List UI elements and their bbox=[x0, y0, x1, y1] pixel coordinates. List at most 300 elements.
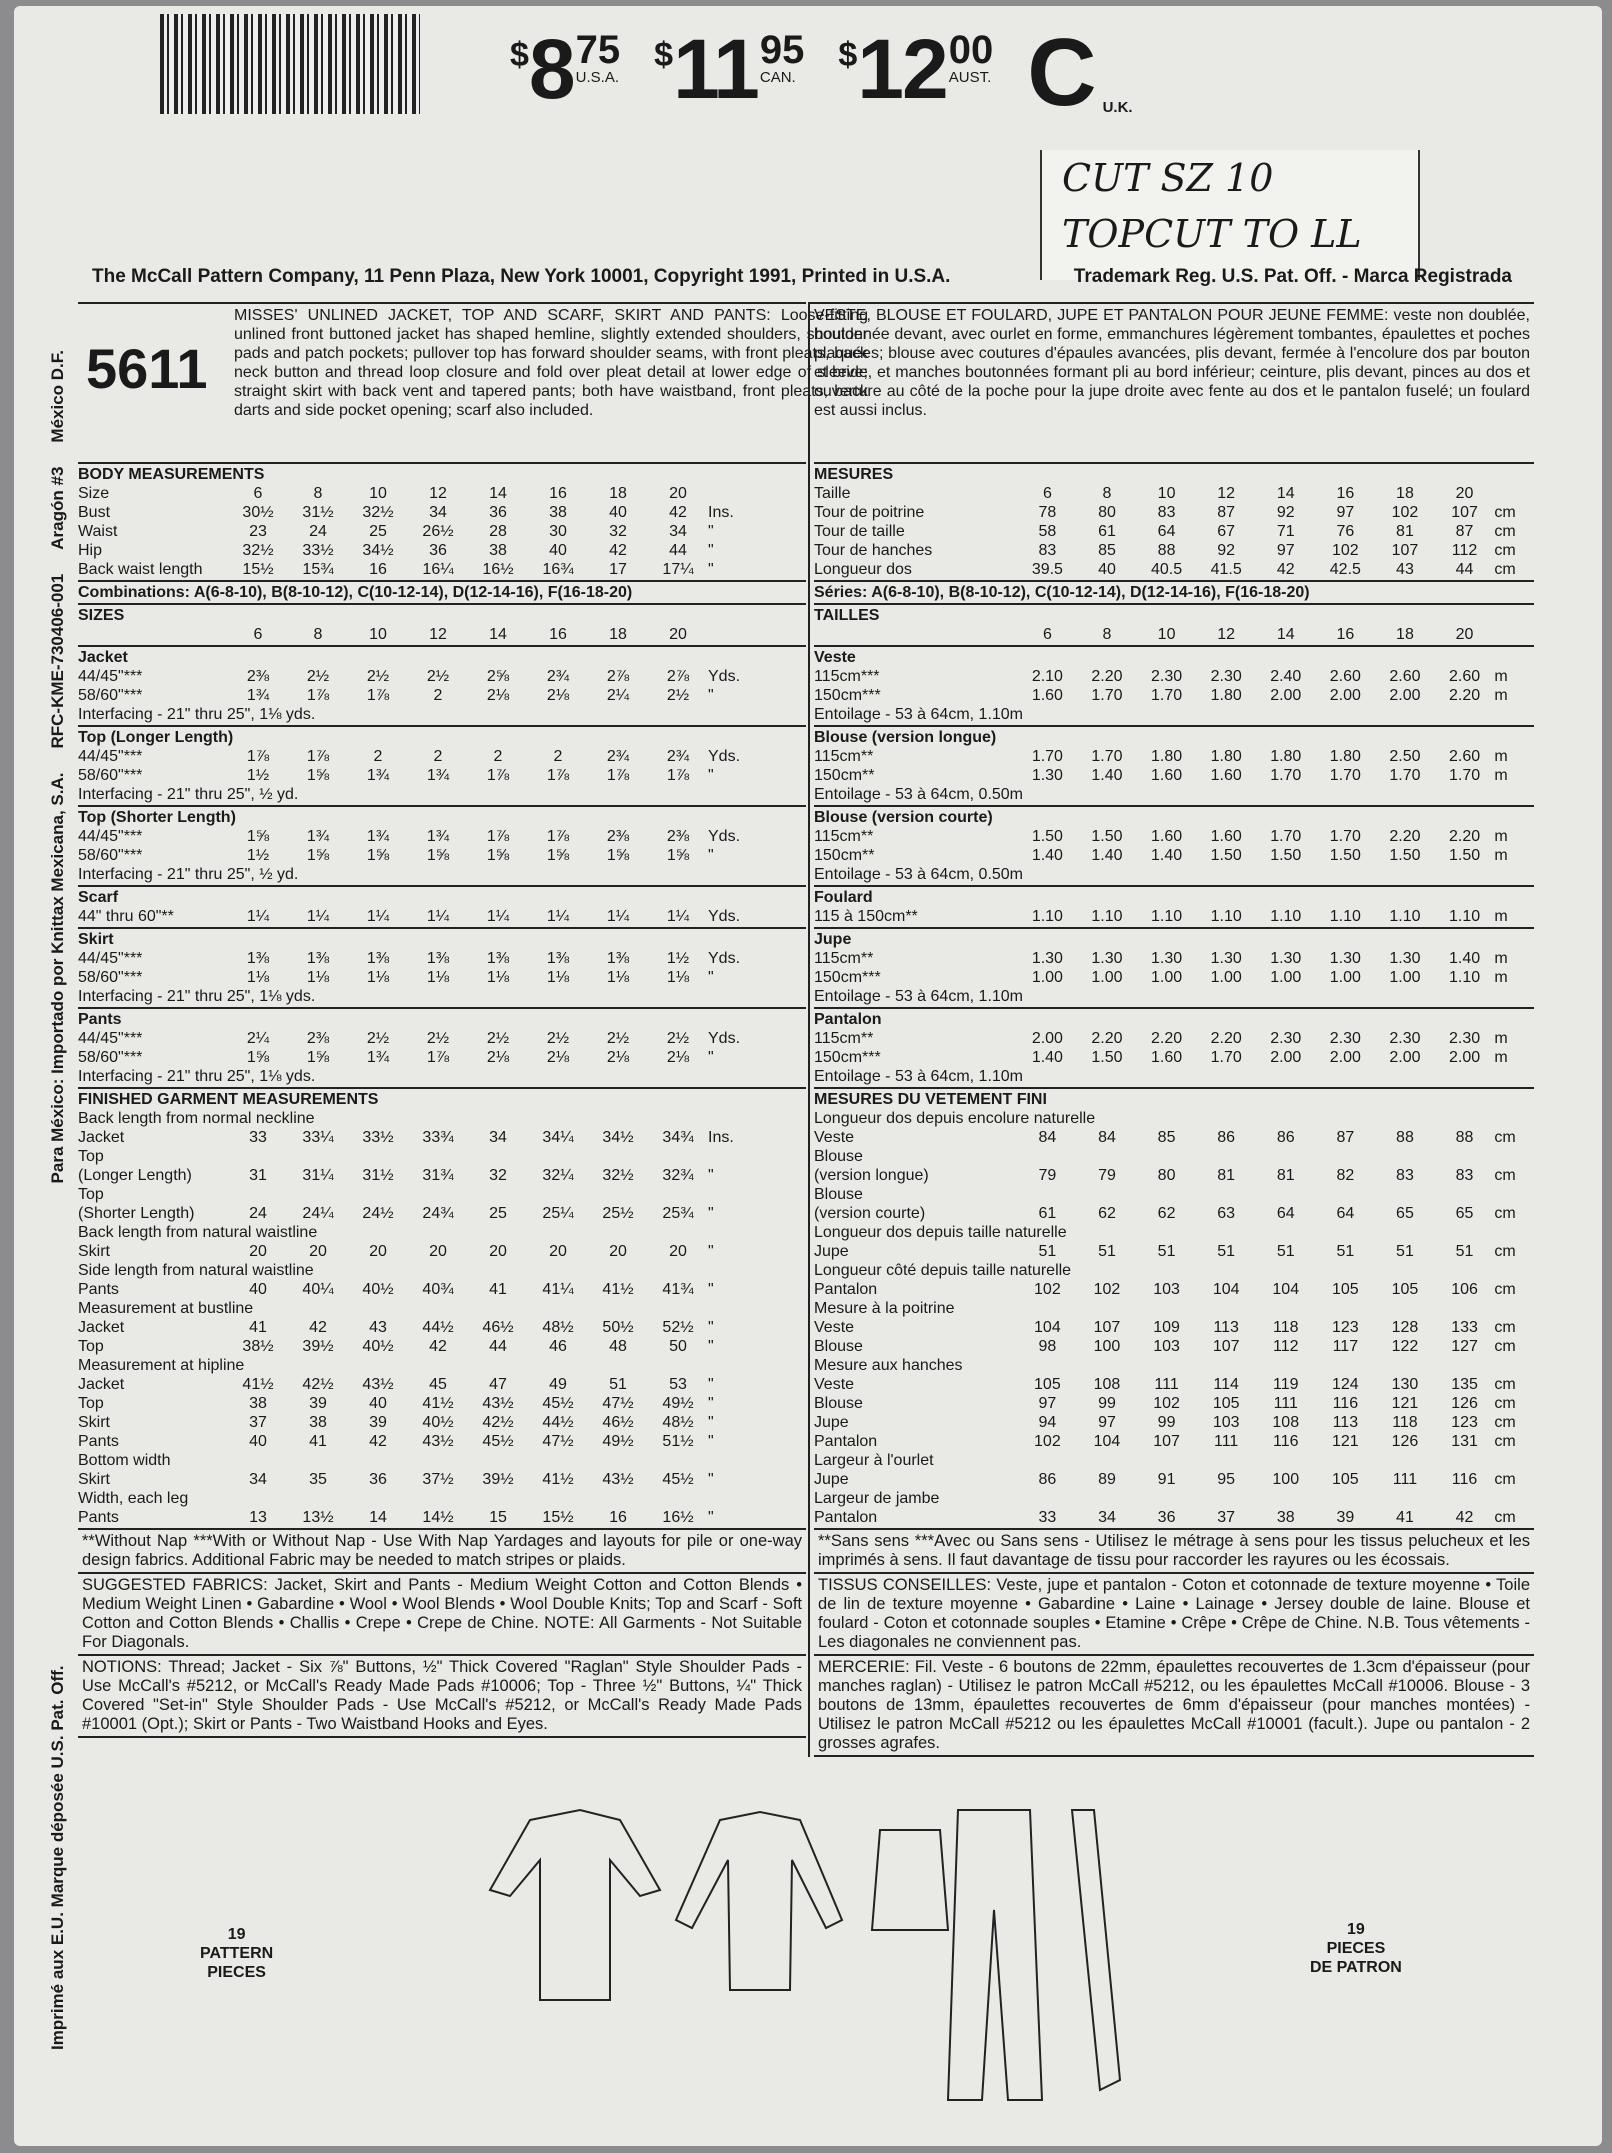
table-row bbox=[814, 1337, 1534, 1356]
table-cell: 2½ bbox=[306, 668, 330, 685]
table-cell: 28 bbox=[489, 523, 507, 540]
table-row bbox=[814, 1109, 1534, 1128]
table-cell: 2⅛ bbox=[546, 1049, 570, 1066]
table-row bbox=[78, 785, 806, 804]
table-row bbox=[78, 1337, 806, 1356]
section-title: Top (Shorter Length) bbox=[78, 809, 236, 826]
table-cell: 88 bbox=[1396, 1129, 1414, 1146]
table-cell: 30 bbox=[549, 523, 567, 540]
row-label: 44/45"*** bbox=[78, 950, 143, 967]
table-cell: 1½ bbox=[246, 767, 270, 784]
unit-cell: cm bbox=[1494, 504, 1516, 521]
row-label: Back length from natural waistline bbox=[78, 1224, 318, 1241]
section-title: Jupe bbox=[814, 931, 852, 948]
row-label: Skirt bbox=[78, 1414, 110, 1431]
table-cell: 111 bbox=[1214, 1433, 1239, 1450]
table-cell: 40 bbox=[249, 1433, 267, 1450]
table-cell: 40 bbox=[369, 1395, 387, 1412]
row-label: 58/60"*** bbox=[78, 847, 143, 864]
row-label bbox=[78, 625, 228, 644]
pieces-label: PIECES bbox=[207, 1964, 266, 1981]
unit-cell: " bbox=[708, 1281, 714, 1298]
table-row bbox=[78, 560, 806, 579]
table-cell: 1⅜ bbox=[246, 950, 270, 967]
row-label: Entoilage - 53 à 64cm, 1.10m bbox=[814, 988, 1024, 1005]
table-cell: 1.40 bbox=[1031, 1049, 1063, 1066]
table-row bbox=[814, 1413, 1534, 1432]
row-label: Longueur dos depuis taille naturelle bbox=[814, 1224, 1067, 1241]
table-cell: 105 bbox=[1034, 1376, 1061, 1393]
table-cell: 1.80 bbox=[1329, 748, 1361, 765]
table-cell: 1⅜ bbox=[546, 950, 570, 967]
measurement-section bbox=[78, 727, 806, 807]
french-panel bbox=[808, 302, 1534, 1757]
table-cell: 1.50 bbox=[1031, 828, 1063, 845]
table-cell: 38½ bbox=[242, 1338, 274, 1355]
section-title: Pantalon bbox=[814, 1011, 882, 1028]
table-cell: 1.50 bbox=[1270, 847, 1302, 864]
table-cell: 2¾ bbox=[606, 748, 630, 765]
table-cell: 16¾ bbox=[542, 561, 574, 578]
table-cell: 123 bbox=[1451, 1414, 1478, 1431]
table-cell: 43 bbox=[1396, 561, 1414, 578]
unit-cell bbox=[708, 625, 748, 644]
table-cell: 100 bbox=[1093, 1338, 1121, 1355]
table-cell: 1⅝ bbox=[486, 847, 510, 864]
table-row bbox=[814, 1394, 1534, 1413]
table-row bbox=[78, 1299, 806, 1318]
table-cell: 1.00 bbox=[1031, 969, 1063, 986]
table-cell: 33¾ bbox=[422, 1129, 454, 1146]
section-title: Veste bbox=[814, 649, 856, 666]
table-cell: 23 bbox=[249, 523, 267, 540]
table-cell: 51 bbox=[609, 1376, 627, 1393]
row-label: Blouse bbox=[814, 1186, 863, 1203]
table-cell: 20 bbox=[429, 1243, 447, 1260]
table-cell: 1.70 bbox=[1329, 828, 1361, 845]
table-cell: 113 bbox=[1332, 1414, 1359, 1431]
table-cell: 119 bbox=[1273, 1376, 1299, 1393]
jacket-drawing bbox=[490, 1810, 660, 2000]
top-drawing bbox=[676, 1812, 842, 1990]
row-label: Pantalon bbox=[814, 1433, 878, 1450]
table-cell: 38 bbox=[549, 504, 567, 521]
row-label: 58/60"*** bbox=[78, 1049, 143, 1066]
table-row bbox=[814, 747, 1534, 766]
table-row bbox=[814, 987, 1534, 1006]
row-label: 44/45"*** bbox=[78, 668, 143, 685]
table-cell: 15½ bbox=[242, 561, 274, 578]
table-cell: 32 bbox=[489, 1167, 507, 1184]
table-cell: 34 bbox=[429, 504, 447, 521]
table-row bbox=[78, 1508, 806, 1527]
table-cell: 1.00 bbox=[1210, 969, 1242, 986]
uk-code: C bbox=[1027, 19, 1097, 126]
table-cell: 1.10 bbox=[1151, 908, 1183, 925]
table-cell: 1.10 bbox=[1031, 908, 1063, 925]
table-cell: 41¾ bbox=[662, 1281, 694, 1298]
section-title: Séries: A(6-8-10), B(8-10-12), C(10-12-14), D(12-14-16), F(16-18-20) bbox=[814, 584, 1310, 601]
row-label: Tour de hanches bbox=[814, 542, 933, 559]
table-cell: 126 bbox=[1391, 1433, 1419, 1450]
table-cell: 6 bbox=[1042, 485, 1052, 502]
table-cell: 67 bbox=[1217, 523, 1236, 540]
table-cell: 127 bbox=[1451, 1338, 1478, 1355]
table-row bbox=[814, 1185, 1534, 1204]
table-cell: 118 bbox=[1273, 1319, 1299, 1336]
row-label: Back waist length bbox=[78, 561, 203, 578]
unit-cell: m bbox=[1494, 1049, 1508, 1066]
table-cell: 2¼ bbox=[246, 1030, 270, 1047]
table-cell: 1.50 bbox=[1329, 847, 1361, 864]
company-text: The McCall Pattern Company, 11 Penn Plaza, New York 10001, Copyright 1991, Printed in U.S.A. bbox=[92, 266, 951, 287]
price-tag bbox=[654, 22, 805, 116]
table-cell: 1.70 bbox=[1091, 748, 1123, 765]
measurement-section bbox=[814, 727, 1534, 807]
table-cell: 2.20 bbox=[1448, 828, 1481, 845]
table-cell: 1¼ bbox=[606, 908, 630, 925]
table-cell: 42 bbox=[429, 1338, 447, 1355]
table-cell: 1.40 bbox=[1091, 847, 1123, 864]
table-row bbox=[814, 667, 1534, 686]
table-cell: 1.60 bbox=[1210, 767, 1242, 784]
table-cell: 34¾ bbox=[662, 1129, 694, 1146]
price-minor-block bbox=[949, 30, 994, 85]
table-row bbox=[814, 846, 1534, 865]
table-row bbox=[814, 1318, 1534, 1337]
table-cell: 1¼ bbox=[246, 908, 270, 925]
row-label: 150cm*** bbox=[814, 687, 881, 704]
table-row bbox=[78, 1318, 806, 1337]
unit-cell: m bbox=[1494, 767, 1508, 784]
row-label: Width, each leg bbox=[78, 1490, 189, 1507]
table-row bbox=[78, 1394, 806, 1413]
table-cell: 111 bbox=[1392, 1471, 1418, 1488]
english-notes bbox=[78, 1530, 806, 1738]
table-cell: 92 bbox=[1217, 542, 1236, 559]
table-row bbox=[814, 1128, 1534, 1147]
table-cell: 12 bbox=[429, 485, 447, 502]
table-row bbox=[814, 484, 1534, 503]
table-row bbox=[814, 1470, 1534, 1489]
table-cell: 1⅞ bbox=[606, 767, 630, 784]
price-tag bbox=[838, 22, 994, 116]
measurement-section bbox=[78, 1009, 806, 1089]
table-cell: 1⅞ bbox=[486, 828, 510, 845]
table-row bbox=[78, 1432, 806, 1451]
measurement-section bbox=[814, 1089, 1534, 1530]
table-cell: 43½ bbox=[362, 1376, 394, 1393]
table-row bbox=[78, 1280, 806, 1299]
table-cell: 48½ bbox=[542, 1319, 574, 1336]
table-cell: 36 bbox=[1157, 1509, 1176, 1526]
trademark-text: Trademark Reg. U.S. Pat. Off. - Marca Registrada bbox=[1073, 266, 1512, 287]
table-cell: 49½ bbox=[662, 1395, 694, 1412]
table-row bbox=[78, 705, 806, 724]
table-cell: 46 bbox=[549, 1338, 567, 1355]
table-cell: 80 bbox=[1098, 504, 1116, 521]
table-cell: 1⅞ bbox=[306, 748, 330, 765]
table-cell: 45½ bbox=[482, 1433, 514, 1450]
table-cell: 89 bbox=[1098, 1471, 1116, 1488]
table-cell: 46½ bbox=[602, 1414, 634, 1431]
table-cell: 92 bbox=[1276, 504, 1295, 521]
table-row bbox=[814, 541, 1534, 560]
unit-cell: " bbox=[708, 561, 714, 578]
table-cell: 71 bbox=[1276, 523, 1295, 540]
table-cell: 1⅝ bbox=[246, 828, 270, 845]
table-cell: 17¼ bbox=[662, 561, 694, 578]
table-cell: 2½ bbox=[666, 687, 690, 704]
unit-cell: Yds. bbox=[708, 950, 741, 967]
table-cell: 1⅝ bbox=[666, 847, 690, 864]
table-cell: 43 bbox=[369, 1319, 387, 1336]
unit-cell: cm bbox=[1494, 1243, 1516, 1260]
table-cell: 2½ bbox=[426, 668, 450, 685]
table-cell: 10 bbox=[1157, 626, 1176, 643]
table-cell: 2.30 bbox=[1389, 1030, 1421, 1047]
unit-cell: Yds. bbox=[708, 1030, 741, 1047]
price-minor-block bbox=[576, 30, 621, 85]
table-cell: 1.10 bbox=[1448, 908, 1481, 925]
table-cell: 16½ bbox=[662, 1509, 694, 1526]
table-cell: 64 bbox=[1336, 1205, 1355, 1222]
table-cell: 1.80 bbox=[1210, 748, 1242, 765]
table-cell: 48 bbox=[609, 1338, 627, 1355]
row-label: 115cm** bbox=[814, 950, 874, 967]
table-cell: 2⅜ bbox=[606, 828, 630, 845]
table-cell: 10 bbox=[1157, 485, 1176, 502]
table-cell: 88 bbox=[1455, 1129, 1474, 1146]
table-cell: 102 bbox=[1153, 1395, 1180, 1412]
table-cell: 1.10 bbox=[1389, 908, 1421, 925]
table-cell: 2 bbox=[373, 748, 383, 765]
table-cell: 16 bbox=[1336, 626, 1355, 643]
table-cell: 112 bbox=[1451, 542, 1478, 559]
notes-paragraph: MERCERIE: Fil. Veste - 6 boutons de 22mm, épaulettes recouvertes de 1.3cm d'épaisseur (pour manches raglan) - Utilisez le patron McCall #5212, ou les épaulettes McCall #10006. Blouse - 3 boutons de 13mm, épaulettes recouvertes de 6mm d'épaisseur (pour manches montées) - Utilisez le patron McCall #5212 ou les épaulettes McCall #10001 (facult.). Jupe ou pantalon - 2 grosses agrafes. bbox=[814, 1656, 1534, 1757]
table-row bbox=[78, 625, 806, 644]
table-cell: 12 bbox=[1217, 626, 1236, 643]
table-cell: 1⅝ bbox=[426, 847, 450, 864]
table-cell: 47½ bbox=[542, 1433, 574, 1450]
table-cell: 1.50 bbox=[1091, 828, 1123, 845]
table-cell: 107 bbox=[1212, 1338, 1240, 1355]
table-cell: 117 bbox=[1332, 1338, 1359, 1355]
table-row bbox=[78, 846, 806, 865]
table-cell: 1⅜ bbox=[306, 950, 330, 967]
table-row bbox=[78, 541, 806, 560]
unit-cell: cm bbox=[1494, 1205, 1516, 1222]
table-cell: 1¼ bbox=[666, 908, 690, 925]
garment-illustrations bbox=[470, 1800, 1190, 2130]
table-cell: 51 bbox=[1336, 1243, 1355, 1260]
table-cell: 10 bbox=[369, 485, 387, 502]
table-row bbox=[78, 1185, 806, 1204]
table-cell: 41¼ bbox=[542, 1281, 574, 1298]
table-cell: 1¾ bbox=[366, 767, 390, 784]
table-cell: 13 bbox=[249, 1509, 267, 1526]
table-cell: 36 bbox=[369, 1471, 387, 1488]
table-row bbox=[814, 705, 1534, 724]
unit-cell: " bbox=[708, 687, 714, 704]
table-row bbox=[78, 1413, 806, 1432]
table-row bbox=[78, 1029, 806, 1048]
table-cell: 1.40 bbox=[1151, 847, 1183, 864]
table-cell: 39½ bbox=[302, 1338, 334, 1355]
table-cell: 1.00 bbox=[1329, 969, 1361, 986]
table-cell: 2.00 bbox=[1389, 1049, 1421, 1066]
table-cell: 43½ bbox=[482, 1395, 514, 1412]
table-cell: 33 bbox=[249, 1129, 267, 1146]
measurement-section bbox=[78, 464, 806, 582]
table-cell: 2⅝ bbox=[486, 668, 510, 685]
row-label: Waist bbox=[78, 523, 118, 540]
notes-paragraph: **Sans sens ***Avec ou Sans sens - Utilisez le métrage à sens pour les tissus pelucheux et les imprimés à sens. Il faut davantage de tissu pour raccorder les rayures ou les écossais. bbox=[814, 1530, 1534, 1574]
table-cell: 2.60 bbox=[1329, 668, 1361, 685]
unit-cell: " bbox=[708, 523, 714, 540]
table-cell: 116 bbox=[1273, 1433, 1299, 1450]
table-row bbox=[78, 1109, 806, 1128]
table-cell: 123 bbox=[1332, 1319, 1359, 1336]
row-label: Measurement at bustline bbox=[78, 1300, 254, 1317]
row-label: 115 à 150cm** bbox=[814, 908, 918, 925]
unit-cell: m bbox=[1494, 687, 1508, 704]
table-cell: 1.10 bbox=[1448, 969, 1481, 986]
table-cell: 1⅞ bbox=[366, 687, 390, 704]
table-row bbox=[78, 1261, 806, 1280]
table-cell: 1⅞ bbox=[546, 828, 570, 845]
table-cell: 2½ bbox=[666, 1030, 690, 1047]
table-cell: 1.50 bbox=[1448, 847, 1481, 864]
unit-cell: m bbox=[1494, 1030, 1508, 1047]
table-cell: 45½ bbox=[662, 1471, 694, 1488]
table-cell: 16 bbox=[609, 1509, 627, 1526]
table-cell: 2.30 bbox=[1448, 1030, 1481, 1047]
table-cell: 1½ bbox=[666, 950, 690, 967]
table-cell: 2.20 bbox=[1210, 1030, 1242, 1047]
table-cell: 24¼ bbox=[302, 1205, 334, 1222]
table-row bbox=[814, 1489, 1534, 1508]
table-cell: 121 bbox=[1332, 1433, 1359, 1450]
table-cell: 104 bbox=[1034, 1319, 1061, 1336]
measurement-section bbox=[78, 647, 806, 727]
table-cell: 1⅜ bbox=[366, 950, 390, 967]
table-cell: 2.20 bbox=[1091, 668, 1123, 685]
unit-cell: m bbox=[1494, 969, 1508, 986]
unit-cell bbox=[1494, 625, 1534, 644]
table-cell: 36 bbox=[489, 504, 507, 521]
table-cell: 2½ bbox=[366, 1030, 390, 1047]
table-row bbox=[814, 1280, 1534, 1299]
table-row bbox=[814, 1029, 1534, 1048]
table-cell: 2¾ bbox=[666, 748, 690, 765]
table-cell: 8 bbox=[313, 485, 323, 502]
table-row bbox=[814, 1356, 1534, 1375]
table-cell: 102 bbox=[1391, 504, 1419, 521]
table-cell: 1⅝ bbox=[306, 767, 330, 784]
table-cell: 1.30 bbox=[1031, 950, 1063, 967]
side-text: México D.F. bbox=[48, 350, 67, 443]
table-cell: 82 bbox=[1336, 1167, 1355, 1184]
table-cell: 1.00 bbox=[1389, 969, 1421, 986]
table-cell: 16 bbox=[369, 561, 387, 578]
table-cell: 49 bbox=[549, 1376, 567, 1393]
table-cell: 61 bbox=[1098, 523, 1116, 540]
table-cell: 38 bbox=[489, 542, 507, 559]
table-cell: 113 bbox=[1213, 1319, 1239, 1336]
table-cell: 121 bbox=[1391, 1395, 1419, 1412]
table-cell: 20 bbox=[669, 1243, 687, 1260]
table-cell: 15¾ bbox=[302, 561, 334, 578]
table-cell: 41.5 bbox=[1210, 561, 1242, 578]
row-label: 150cm*** bbox=[814, 969, 881, 986]
table-cell: 106 bbox=[1451, 1281, 1478, 1298]
table-cell: 1¾ bbox=[366, 1049, 390, 1066]
table-cell: 47 bbox=[489, 1376, 507, 1393]
table-row bbox=[814, 827, 1534, 846]
row-label: Mesure à la poitrine bbox=[814, 1300, 955, 1317]
table-cell: 44 bbox=[669, 542, 687, 559]
table-cell: 20 bbox=[489, 1243, 507, 1260]
table-row bbox=[78, 1356, 806, 1375]
table-cell: 1.80 bbox=[1151, 748, 1183, 765]
table-cell: 40 bbox=[549, 542, 567, 559]
table-cell: 16 bbox=[549, 485, 567, 502]
unit-cell: " bbox=[708, 1433, 714, 1450]
row-label: Taille bbox=[814, 485, 851, 502]
table-cell: 41½ bbox=[542, 1471, 574, 1488]
table-cell: 97 bbox=[1336, 504, 1355, 521]
table-cell: 47½ bbox=[602, 1395, 634, 1412]
table-cell: 14 bbox=[489, 485, 507, 502]
table-cell: 1.60 bbox=[1210, 828, 1242, 845]
unit-cell: cm bbox=[1494, 1319, 1516, 1336]
table-cell: 1.60 bbox=[1151, 1049, 1183, 1066]
row-label: Mesure aux hanches bbox=[814, 1357, 963, 1374]
row-label: Jupe bbox=[814, 1243, 849, 1260]
unit-cell: cm bbox=[1494, 1376, 1516, 1393]
row-label: Pantalon bbox=[814, 1281, 878, 1298]
table-cell: 108 bbox=[1272, 1414, 1300, 1431]
table-cell: 12 bbox=[1217, 485, 1236, 502]
table-row bbox=[78, 1048, 806, 1067]
row-label: 150cm** bbox=[814, 847, 875, 864]
table-cell: 34 bbox=[249, 1471, 267, 1488]
table-cell: 64 bbox=[1157, 523, 1176, 540]
price-major: 11 bbox=[673, 22, 758, 116]
measurement-section bbox=[78, 807, 806, 887]
table-cell: 2½ bbox=[546, 1030, 570, 1047]
section-title: Skirt bbox=[78, 931, 114, 948]
table-cell: 2.30 bbox=[1329, 1030, 1361, 1047]
table-cell: 14 bbox=[1276, 626, 1295, 643]
table-cell: 2⅛ bbox=[546, 687, 570, 704]
notes-paragraph: TISSUS CONSEILLES: Veste, jupe et pantalon - Coton et cotonnade de texture moyenne • Toile de lin de texture moyenne • Gabardine • Laine • Lainage • Jersey double de laine. Blouse et foulard - Coton et cotonnade souples • Etamine • Crêpe • Crêpe de Chine. N.B. Tous vêtements - Les diagonales ne conviennent pas. bbox=[814, 1574, 1534, 1656]
table-cell: 1¾ bbox=[426, 767, 450, 784]
table-cell: 87 bbox=[1455, 523, 1474, 540]
table-cell: 39.5 bbox=[1031, 561, 1063, 578]
table-cell: 107 bbox=[1391, 542, 1419, 559]
table-cell: 33¼ bbox=[302, 1129, 334, 1146]
table-row bbox=[814, 1432, 1534, 1451]
table-cell: 42 bbox=[1455, 1509, 1474, 1526]
table-cell: 40 bbox=[1098, 561, 1116, 578]
row-label: 58/60"*** bbox=[78, 687, 143, 704]
section-title: MESURES bbox=[814, 466, 894, 483]
measurement-section bbox=[814, 464, 1534, 582]
row-label: Entoilage - 53 à 64cm, 1.10m bbox=[814, 706, 1024, 723]
table-cell: 124 bbox=[1332, 1376, 1359, 1393]
